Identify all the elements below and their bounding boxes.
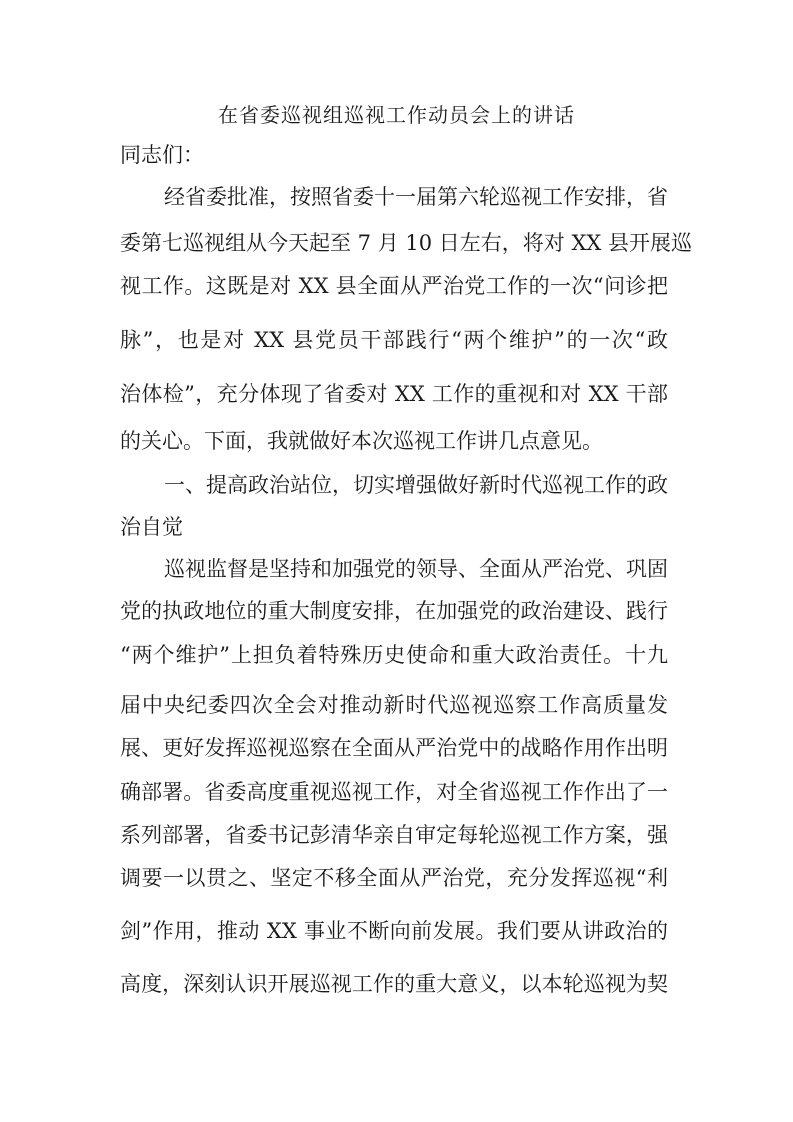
paragraph-line: 确部署。省委高度重视巡视工作，对全省巡视工作作出了一 [120,780,668,804]
section-heading-line: 治自觉 [120,515,183,539]
paragraph-line: “两个维护”上担负着特殊历史使命和重大政治责任。十九 [120,643,668,667]
paragraph-line: 系列部署，省委书记彭清华亲自审定每轮巡视工作方案，强 [120,823,668,847]
paragraph-line: 展、更好发挥巡视巡察在全面从严治党中的战略作用作出明 [120,736,668,760]
paragraph-line: 届中央纪委四次全会对推动新时代巡视巡察工作高质量发 [120,693,668,717]
paragraph-line: 党的执政地位的重大制度安排，在加强党的政治建设、践行 [120,599,668,623]
paragraph-line: 的关心。下面，我就做好本次巡视工作讲几点意见。 [120,429,603,453]
paragraph-line: 经省委批准，按照省委十一届第六轮巡视工作安排，省 [164,185,668,209]
paragraph-line: 巡视监督是坚持和加强党的领导、全面从严治党、巩固 [164,557,668,581]
salutation: 同志们： [120,143,204,167]
paragraph-line: 剑”作用，推动 XX 事业不断向前发展。我们要从讲政治的 [120,919,668,943]
paragraph-line: 高度，深刻认识开展巡视工作的重大意义，以本轮巡视为契 [120,972,668,996]
paragraph-line: 脉”，也是对 XX 县党员干部践行“两个维护”的一次“政 [120,328,668,352]
paragraph-line: 治体检”，充分体现了省委对 XX 工作的重视和对 XX 干部 [120,382,668,406]
paragraph-line: 委第七巡视组从今天起至 7 月 10 日左右，将对 XX 县开展巡 [120,231,693,255]
paragraph-line: 调要一以贯之、坚定不移全面从严治党，充分发挥巡视“利 [120,866,668,890]
section-heading-line: 一、提高政治站位，切实增强做好新时代巡视工作的政 [164,473,668,497]
document-title: 在省委巡视组巡视工作动员会上的讲话 [218,103,575,127]
paragraph-line: 视工作。这既是对 XX 县全面从严治党工作的一次“问诊把 [120,274,668,298]
